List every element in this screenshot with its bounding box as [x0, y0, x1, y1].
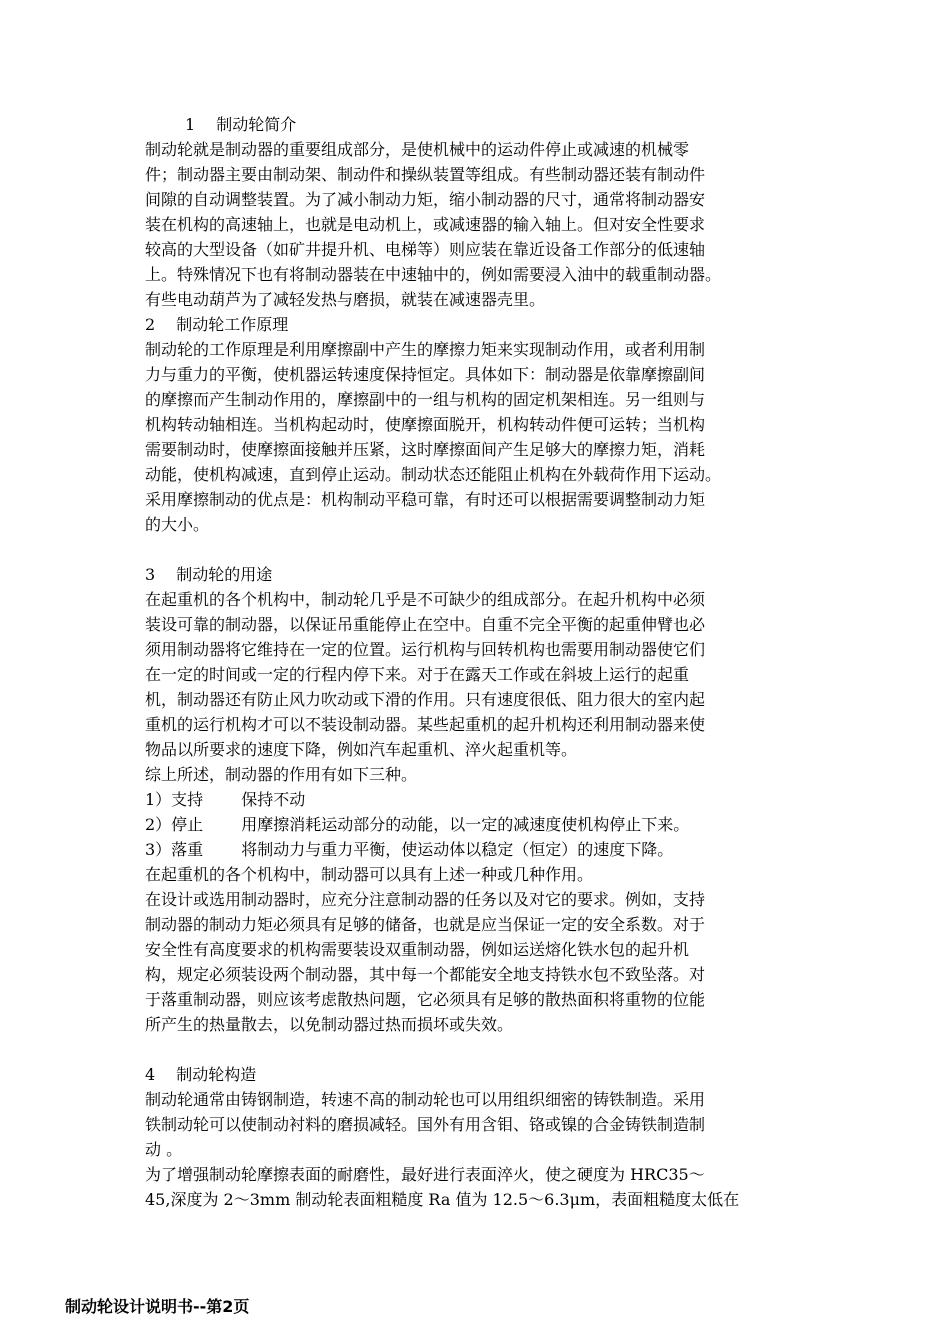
- paragraph-line: 在设计或选用制动器时，应充分注意制动器的任务以及对它的要求。例如，支持: [145, 890, 706, 909]
- paragraph-line: 在起重机的各个机构中，制动器可以具有上述一种或几种作用。: [145, 865, 594, 884]
- paragraph-line: 安全性有高度要求的机构需要装设双重制动器，例如运送熔化铁水包的起升机: [145, 940, 690, 959]
- function-desc: 用摩擦消耗运动部分的动能，以一定的减速度使机构停止下来。: [241, 815, 690, 834]
- paragraph-line: 制动轮通常由铸钢制造，转速不高的制动轮也可以用组织细密的铸铁制造。采用: [145, 1090, 706, 1109]
- function-desc: 保持不动: [241, 790, 306, 809]
- section-heading-4: 4 制动轮构造: [145, 1065, 257, 1084]
- paragraph-line: 须用制动器将它维持在一定的位置。运行机构与回转机构也需要用制动器使它们: [145, 640, 706, 659]
- paragraph-line: 的大小。: [145, 515, 210, 534]
- section-heading-3: 3 制动轮的用途: [145, 565, 273, 584]
- paragraph-line: 的摩擦而产生制动作用的，摩擦副中的一组与机构的固定机架相连。另一组则与: [145, 390, 706, 409]
- blank-line: [145, 1037, 810, 1062]
- function-name: 1）支持: [145, 790, 204, 809]
- paragraph-line: 较高的大型设备（如矿井提升机、电梯等）则应装在靠近设备工作部分的低速轴: [145, 240, 706, 259]
- document-body: [145, 112, 810, 1212]
- function-name: 3）落重: [145, 840, 204, 859]
- function-name: 2）停止: [145, 815, 204, 834]
- paragraph-line: 制动轮的工作原理是利用摩擦副中产生的摩擦力矩来实现制动作用，或者利用制: [145, 340, 706, 359]
- list-item-function: [145, 787, 810, 812]
- paragraph-line: 力与重力的平衡，使机器运转速度保持恒定。具体如下：制动器是依靠摩擦副间: [145, 365, 706, 384]
- list-item-function: [145, 837, 810, 862]
- paragraph-line: 上。特殊情况下也有将制动器装在中速轴中的，例如需要浸入油中的载重制动器。: [145, 265, 722, 284]
- paragraph-line: 动能，使机构减速，直到停止运动。制动状态还能阻止机构在外载荷作用下运动。: [145, 465, 722, 484]
- paragraph-line: 在起重机的各个机构中，制动轮几乎是不可缺少的组成部分。在起升机构中必须: [145, 590, 706, 609]
- paragraph-line: 为了增强制动轮摩擦表面的耐磨性，最好进行表面淬火，使之硬度为 HRC35～: [145, 1165, 705, 1184]
- paragraph-line: 物品以所要求的速度下降，例如汽车起重机、淬火起重机等。: [145, 740, 578, 759]
- paragraph-line: 45,深度为 2～3mm 制动轮表面粗糙度 Ra 值为 12.5～6.3μm，表面粗糙度太低在: [145, 1190, 740, 1209]
- list-item-function: [145, 812, 810, 837]
- paragraph-line: 机，制动器还有防止风力吹动或下滑的作用。只有速度很低、阻力很大的室内起: [145, 690, 706, 709]
- blank-line: [145, 537, 810, 562]
- paragraph-line: 需要制动时，使摩擦面接触并压紧，这时摩擦面间产生足够大的摩擦力矩，消耗: [145, 440, 706, 459]
- paragraph-line: 制动器的制动力矩必须具有足够的储备，也就是应当保证一定的安全系数。对于: [145, 915, 706, 934]
- paragraph-line: 件；制动器主要由制动架、制动件和操纵装置等组成。有些制动器还装有制动件: [145, 165, 706, 184]
- paragraph-line: 装设可靠的制动器，以保证吊重能停止在空中。自重不完全平衡的起重伸臂也必: [145, 615, 706, 634]
- paragraph-line: 铁制动轮可以使制动衬料的磨损减轻。国外有用含钼、铬或镍的合金铸铁制造制: [145, 1115, 706, 1134]
- paragraph-line: 在一定的时间或一定的行程内停下来。对于在露天工作或在斜坡上运行的起重: [145, 665, 690, 684]
- paragraph-line: 有些电动葫芦为了减轻发热与磨损，就装在减速器壳里。: [145, 290, 546, 309]
- paragraph-line: 制动轮就是制动器的重要组成部分，是使机械中的运动件停止或减速的机械零: [145, 140, 690, 159]
- paragraph-line: 采用摩擦制动的优点是：机构制动平稳可靠，有时还可以根据需要调整制动力矩: [145, 490, 706, 509]
- paragraph-line: 所产生的热量散去，以免制动器过热而损坏或失效。: [145, 1015, 514, 1034]
- paragraph-line: 装在机构的高速轴上，也就是电动机上，或减速器的输入轴上。但对安全性要求: [145, 215, 706, 234]
- section-heading-2: 2 制动轮工作原理: [145, 315, 289, 334]
- paragraph-line: 动 。: [145, 1140, 183, 1159]
- paragraph-line: 重机的运行机构才可以不装设制动器。某些起重机的起升机构还利用制动器来使: [145, 715, 706, 734]
- paragraph-line: 综上所述，制动器的作用有如下三种。: [145, 765, 418, 784]
- paragraph-line: 构，规定必须装设两个制动器，其中每一个都能安全地支持铁水包不致坠落。对: [145, 965, 706, 984]
- paragraph-line: 于落重制动器，则应该考虑散热问题，它必须具有足够的散热面积将重物的位能: [145, 990, 706, 1009]
- paragraph-line: 间隙的自动调整装置。为了减小制动力矩，缩小制动器的尺寸，通常将制动器安: [145, 190, 706, 209]
- function-desc: 将制动力与重力平衡，使运动体以稳定（恒定）的速度下降。: [241, 840, 674, 859]
- page-footer: 制动轮设计说明书--第2页: [65, 1297, 250, 1316]
- paragraph-line: 机构转动轴相连。当机构起动时，使摩擦面脱开，机构转动件便可运转；当机构: [145, 415, 706, 434]
- section-heading-1: 1 制动轮简介: [185, 115, 297, 134]
